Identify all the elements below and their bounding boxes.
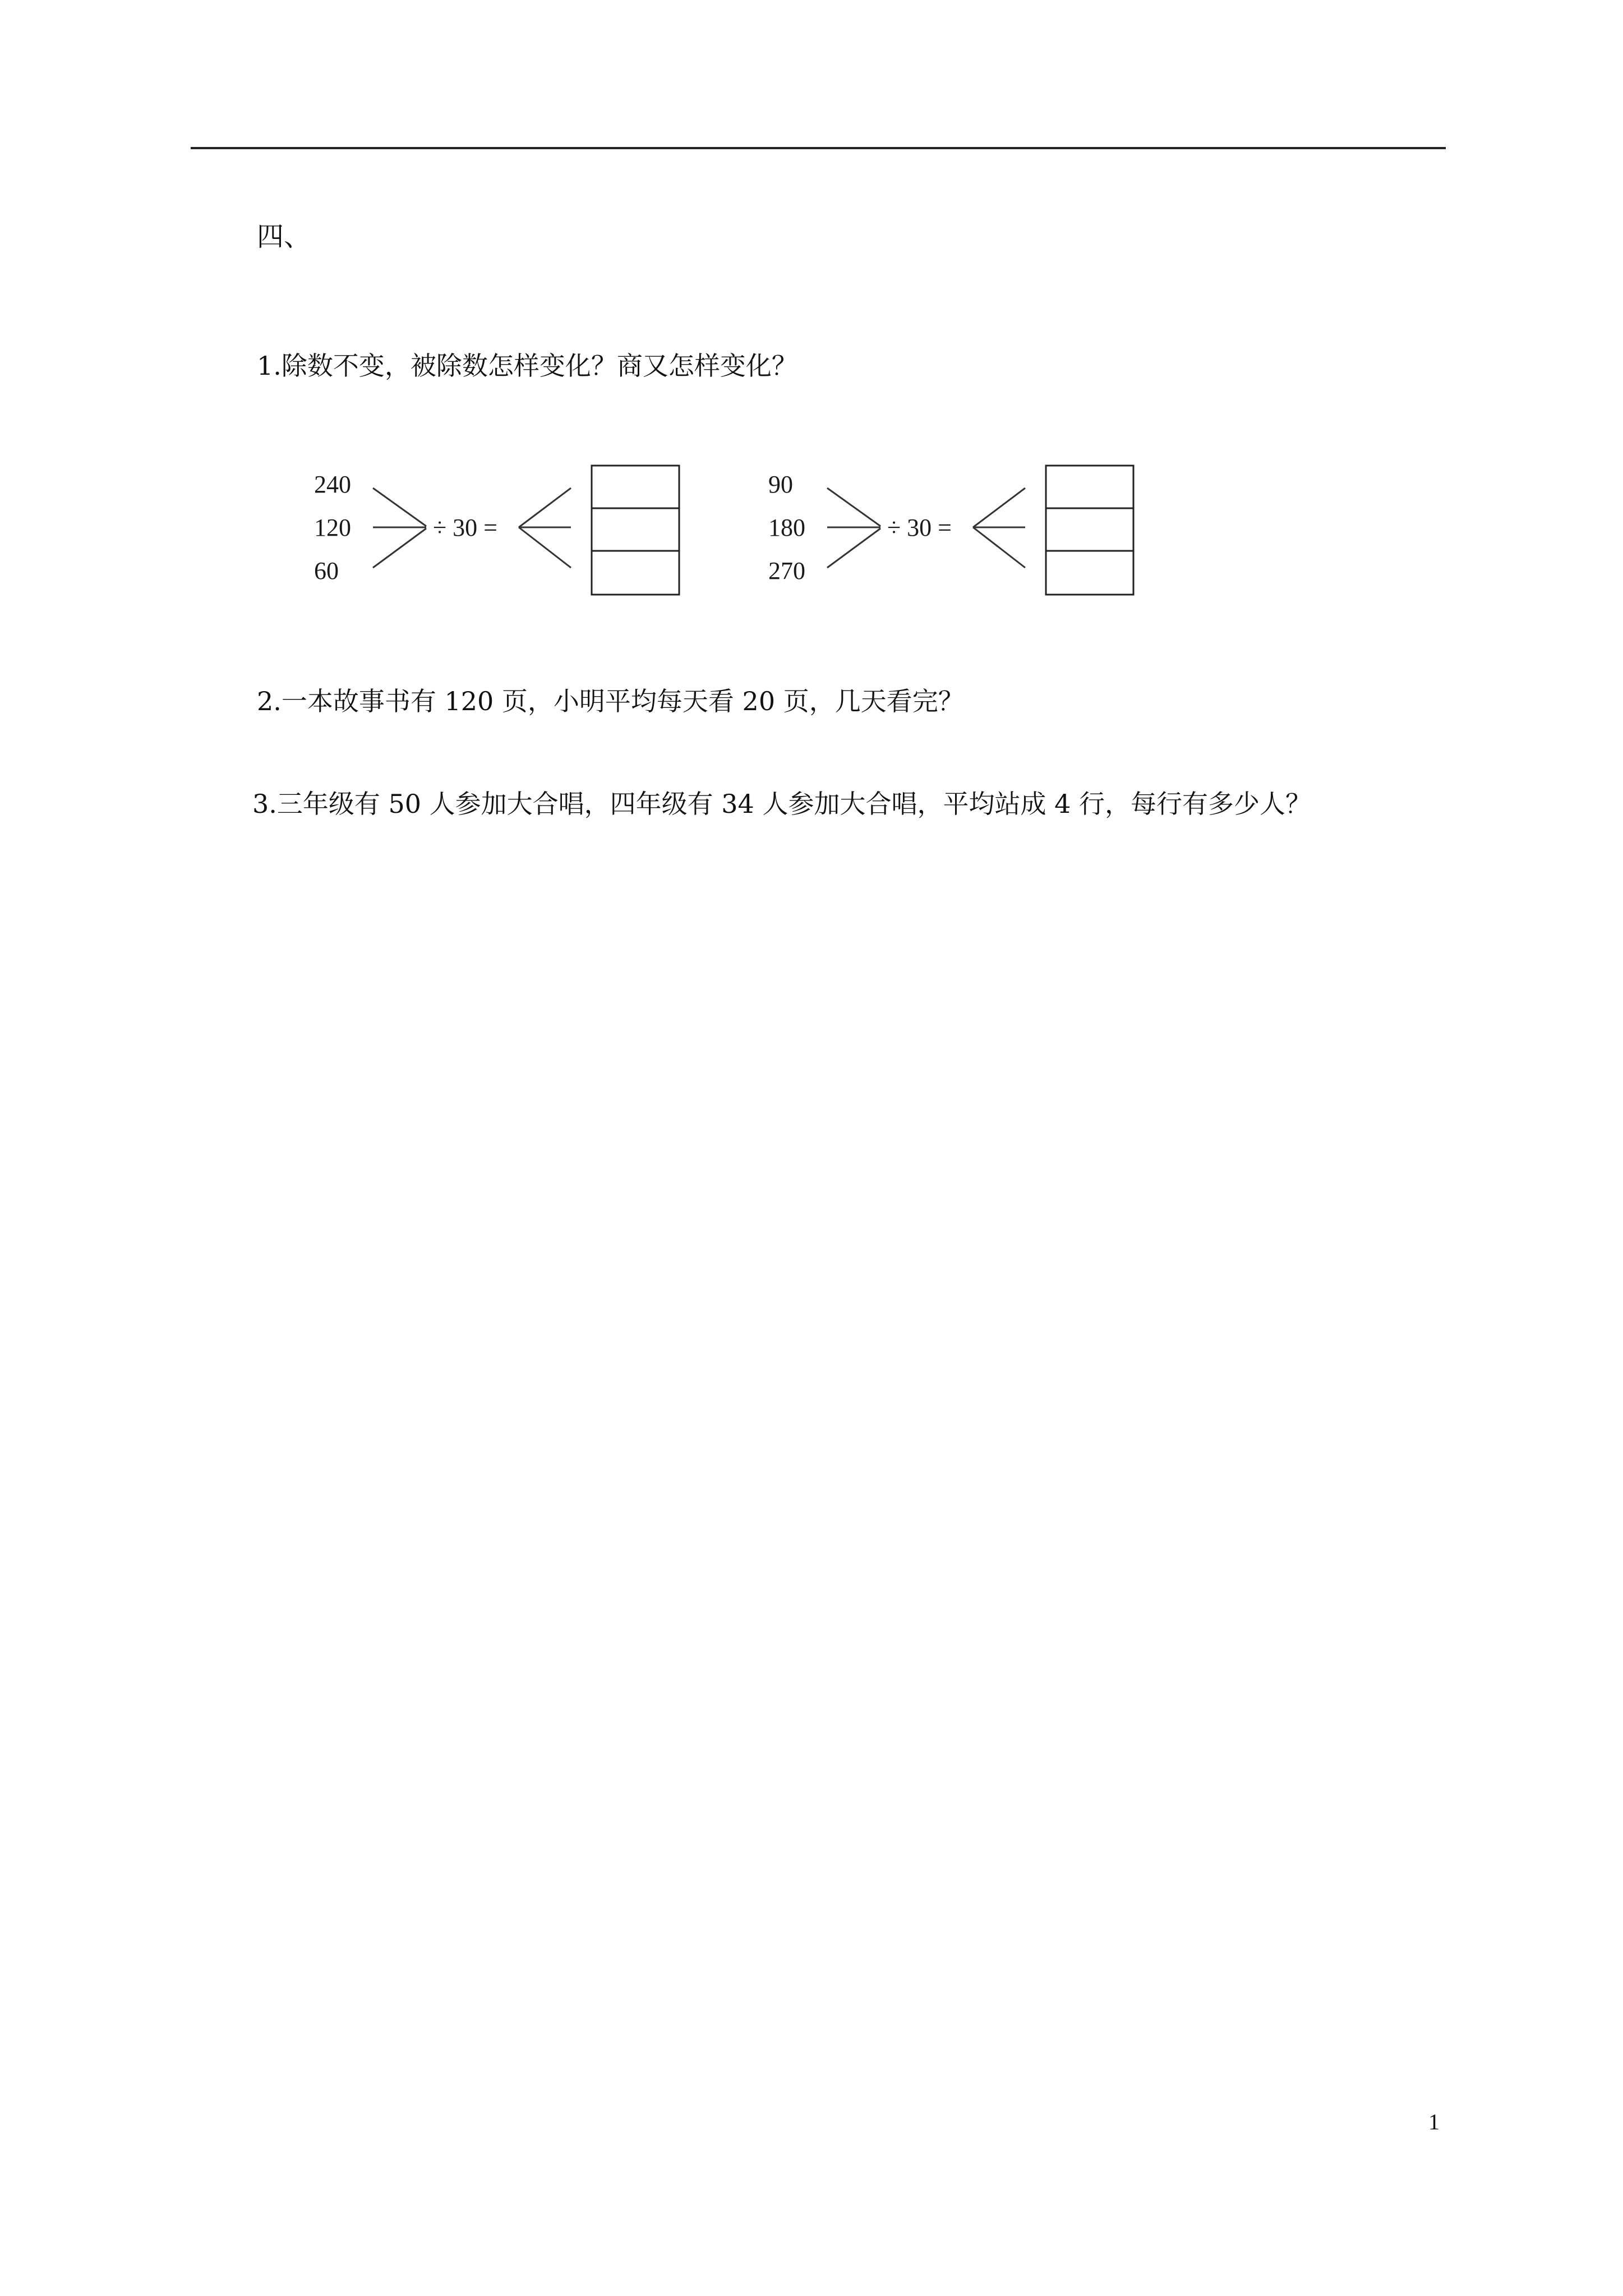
answer-box[interactable] [1046, 508, 1133, 551]
division-diagram-2-graphic [757, 460, 1150, 606]
division-diagram-2 [757, 460, 1150, 606]
dividend-label: 240 [314, 471, 351, 498]
answer-box[interactable] [1046, 466, 1133, 508]
branch-line [973, 527, 1025, 568]
branch-line [519, 527, 571, 568]
answer-box[interactable] [1046, 551, 1133, 595]
division-diagram-1-graphic [303, 460, 695, 606]
converge-line [827, 528, 880, 568]
dividend-label: 270 [768, 557, 805, 585]
section-heading: 四、 [257, 221, 311, 252]
answer-box[interactable] [592, 466, 679, 508]
converge-line [373, 488, 426, 526]
dividend-label: 60 [314, 557, 339, 585]
branch-line [519, 488, 571, 527]
dividend-label: 90 [768, 471, 793, 498]
converge-line [827, 488, 880, 526]
converge-line [373, 528, 426, 568]
branch-line [973, 488, 1025, 527]
division-diagram-1 [303, 460, 695, 606]
divide-by-30-label: ÷ 30 = [433, 514, 497, 541]
divide-by-30-label: ÷ 30 = [887, 514, 952, 541]
answer-box[interactable] [592, 508, 679, 551]
question-1: 1.除数不变，被除数怎样变化？商又怎样变化？ [257, 351, 797, 381]
header-rule [191, 147, 1446, 149]
dividend-label: 120 [314, 514, 351, 541]
question-2: 2.一本故事书有 120 页，小明平均每天看 20 页，几天看完？ [257, 686, 964, 716]
page-number: 1 [1428, 2109, 1440, 2134]
dividend-label: 180 [768, 514, 805, 541]
answer-box[interactable] [592, 551, 679, 595]
question-3: 3.三年级有 50 人参加大合唱，四年级有 34 人参加大合唱，平均站成 4 行，每行有多少人？ [252, 789, 1311, 819]
